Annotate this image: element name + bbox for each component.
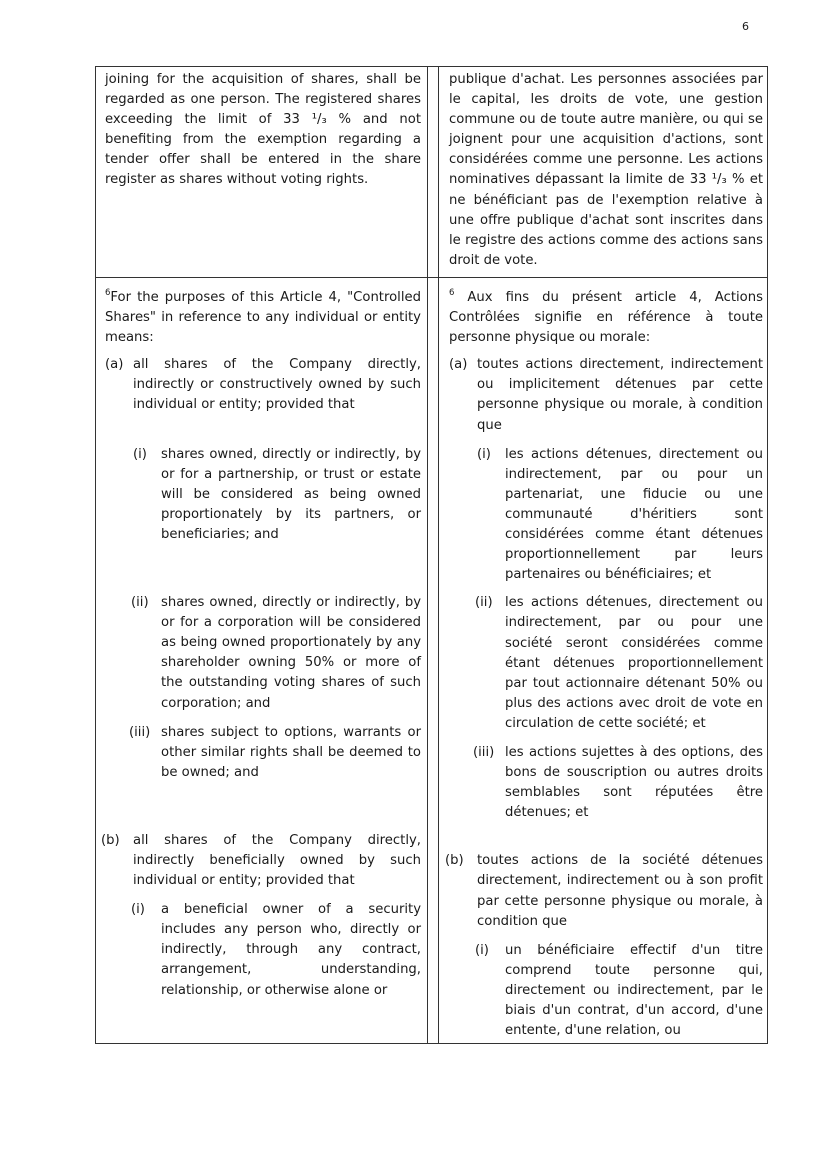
item-text: un bénéficiaire effectif d'un titre comprend toute personne qui, directement ou indirectement, par le biais d'un contrat, d'un accord, d'une entente, d'une relation, ou (505, 942, 763, 1039)
item-text: les actions détenues, directement ou indirectement, par ou pour une société seront considérées comme étant détenues proportionnellement par tout actionnaire détenant 50% ou plus des actions avec droit de vote en circulation de cette société; et (505, 595, 763, 731)
english-item-a-i (105, 445, 421, 545)
item-label: (ii) (131, 595, 149, 611)
item-text: toutes actions directement, indirectement ou implicitement détenues par cette personne physique ou morale, à condition que (477, 357, 763, 433)
item-text: shares owned, directly or indirectly, by or for a partnership, or trust or estate will be considered as being owned proportionately by its partners, or beneficiaries; and (161, 446, 421, 542)
item-text: toutes actions de la société détenues directement, indirectement ou à son profit par cette personne physique ou morale, à condition que (477, 853, 763, 929)
column-divider-inner (427, 66, 428, 1044)
row2-english-cell (101, 288, 421, 1001)
item-label: (iii) (129, 724, 151, 740)
item-label: (i) (475, 942, 489, 958)
french-item-a (449, 355, 763, 435)
page-number: 6 (742, 20, 749, 33)
row1-english-cell (105, 70, 421, 191)
bilingual-table (95, 66, 768, 1044)
item-text: all shares of the Company directly, indirectly beneficially owned by such individual or entity; provided that (133, 832, 421, 889)
item-label: (i) (477, 446, 491, 462)
french-item-a-ii (449, 593, 763, 734)
item-text: shares subject to options, warrants or other similar rights shall be deemed to be owned; and (161, 724, 421, 780)
english-item-b (101, 831, 421, 891)
table-border-left (95, 66, 96, 1044)
item-text: les actions sujettes à des options, des bons de souscription ou autres droits semblables sont réputées être détenues; et (505, 744, 763, 821)
item-label: (b) (445, 853, 464, 869)
item-text: shares owned, directly or indirectly, by or for a corporation will be considered as being owned proportionately by any shareholder owning 50% or more of the outstanding voting shares of such corporation; and (161, 595, 421, 711)
table-border-bottom (95, 1043, 768, 1044)
paragraph-number: 6 (449, 288, 455, 298)
row2-french-cell (445, 288, 763, 1041)
row1-english-text: joining for the acquisition of shares, shall be regarded as one person. The registered shares exceeding the limit of 33 ¹/₃ % and not benefiting from the exemption regarding a tender offer shall be entered in the share register as shares without voting rights. (105, 72, 421, 188)
paragraph-number: 6 (105, 288, 111, 298)
french-intro-text: Aux fins du présent article 4, Actions Contrôlées signifie en référence à toute personne physique ou morale: (449, 290, 763, 346)
item-label: (b) (101, 832, 120, 848)
french-item-a-i (449, 445, 763, 586)
english-item-a-ii (105, 593, 421, 714)
item-label: (i) (133, 446, 147, 462)
french-item-a-iii (449, 743, 763, 823)
column-divider-outer (438, 66, 439, 1044)
item-label: (a) (449, 357, 468, 373)
french-intro-paragraph (449, 288, 763, 348)
item-text: a beneficial owner of a security includes any person who, directly or indirectly, through any contract, arrangement, understanding, relationship, or otherwise alone or (161, 902, 421, 998)
french-item-b (445, 851, 763, 931)
item-label: (iii) (473, 744, 495, 760)
row-divider (95, 277, 768, 278)
table-border-right (767, 66, 768, 1044)
item-label: (i) (131, 902, 145, 918)
table-border-top (95, 66, 768, 67)
row1-french-text: publique d'achat. Les personnes associées par le capital, les droits de vote, une gestion commune ou de toute autre manière, ou qui se joignent pour une acquisition d'actions, sont considérées comme une personne. Les actions nominatives dépassant la limite de 33 ¹/₃ % et ne bénéficiant pas de l'exemption relative à une offre publique d'achat sont inscrites dans le registre des actions comme des actions sans droit de vote. (449, 72, 763, 268)
english-intro-text: For the purposes of this Article 4, "Controlled Shares" in reference to any individual or entity means: (105, 290, 421, 346)
item-label: (ii) (475, 595, 493, 611)
item-text: les actions détenues, directement ou indirectement, par ou pour un partenariat, une fiducie ou une communauté d'héritiers sont considérées comme étant détenues proportionnellement par leurs partenaires ou bénéficiaires; et (505, 446, 763, 583)
french-item-b-i (449, 941, 763, 1041)
item-text: all shares of the Company directly, indirectly or constructively owned by such individual or entity; provided that (133, 357, 421, 413)
english-item-a (105, 355, 421, 415)
english-item-a-iii (105, 723, 421, 783)
row1-french-cell (449, 70, 763, 271)
english-item-b-i (105, 900, 421, 1000)
item-label: (a) (105, 357, 124, 373)
english-intro-paragraph (105, 288, 421, 348)
